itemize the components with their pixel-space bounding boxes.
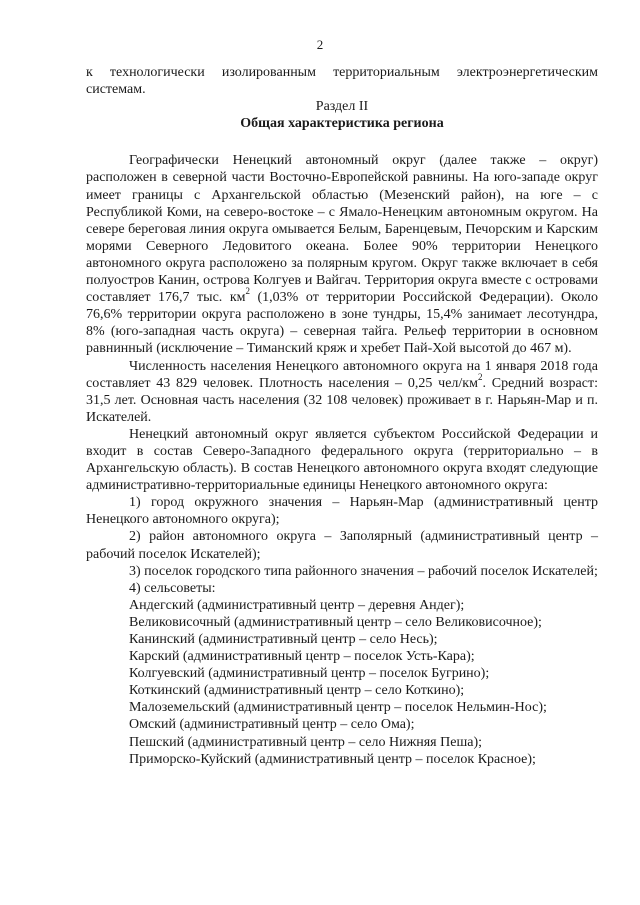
superscript-2: 2 bbox=[245, 286, 250, 297]
list-item-2: 2) район автономного округа – Заполярный (административный центр – рабочий поселок Искателей); bbox=[86, 529, 598, 562]
list-item-3: 3) поселок городского типа районного значения – рабочий поселок Искателей; bbox=[129, 563, 598, 579]
paragraph-administrative: Ненецкий автономный округ является субъектом Российской Федерации и входит в состав Северо-Западного федерального округа (территориально – в Архангельскую область). В состав Ненецкого автономного округа входят следующие административно-территориальные единицы Ненецкого автономного округа: bbox=[86, 426, 598, 494]
page-number: 2 bbox=[316, 37, 324, 52]
paragraph-population-text-b: . Средний возраст: 31,5 лет. Основная часть населения (32 108 человек) проживает в г. Нарьян-Мар и п. Искателей. bbox=[86, 375, 598, 425]
intro-line-text: к технологически изолированным территориальным электроэнергетическим системам. bbox=[86, 65, 598, 98]
selsovet-item: Омский (административный центр – село Ома); bbox=[129, 717, 415, 733]
selsovet-item: Андегский (административный центр – деревня Андег); bbox=[129, 597, 465, 613]
intro-line bbox=[86, 64, 598, 98]
paragraph-geography bbox=[86, 152, 598, 357]
list-item-1: 1) город окружного значения – Нарьян-Мар (административный центр Ненецкого автономного округа); bbox=[86, 495, 598, 528]
paragraph-geography-text-a: Географически Ненецкий автономный округ (далее также – округ) расположен в северной части Восточно-Европейской равнины. На юго-западе округ имеет границы с Архангельской областью (Мезенский район), на юге – с Республикой Коми, на северо-востоке – с Ямало-Ненецким автономным округом. На севере береговая линия округа омывается Белым, Баренцевым, Печорским и Карским морями Северного Ледовитого океана. Более 90% территории Ненецкого автономного округа расположено за полярным кругом. Округ также включает в себя полуостров Канин, острова Колгуев и Вайгач. Территория округа вместе с островами составляет 176,7 тыс. км bbox=[86, 153, 598, 306]
selsovet-item: Великовисочный (административный центр – село Великовисочное); bbox=[129, 614, 542, 630]
section-label: Раздел II bbox=[315, 99, 369, 115]
selsovet-item: Коткинский (административный центр – село Коткино); bbox=[129, 683, 465, 699]
selsovet-list bbox=[86, 597, 598, 768]
selsovet-item: Малоземельский (административный центр – поселок Нельмин-Нос); bbox=[129, 700, 547, 716]
section-title: Общая характеристика региона bbox=[240, 116, 444, 132]
paragraph-population bbox=[86, 358, 598, 426]
selsovet-item: Пешский (административный центр – село Нижняя Пеша); bbox=[129, 734, 482, 750]
selsovet-item: Карский (административный центр – поселок Усть-Кара); bbox=[129, 649, 475, 665]
selsovet-item: Колгуевский (административный центр – поселок Бугрино); bbox=[129, 666, 490, 682]
document-body bbox=[86, 64, 598, 768]
paragraph-population-text-a: Численность населения Ненецкого автономного округа на 1 января 2018 года составляет 43 829 человек. Плотность населения – 0,25 чел/км bbox=[86, 358, 598, 391]
selsovet-item: Канинский (административный центр – село Несь); bbox=[129, 632, 438, 647]
superscript-2: 2 bbox=[477, 371, 483, 382]
list-item-4: 4) сельсоветы: bbox=[129, 580, 216, 596]
selsovet-item: Приморско-Куйский (административный центр – поселок Красное); bbox=[129, 751, 536, 767]
paragraph-geography-text-b: (1,03% от территории Российской Федерации). Около 76,6% территории округа расположено в зоне тундры, 15,4% занимает лесотундра, 8% (юго-западная часть округа) – северная тайга. Рельеф территории в основном равнинный (исключение – Тиманский кряж и хребет Пай-Хой высотой до 467 м). bbox=[86, 290, 598, 357]
